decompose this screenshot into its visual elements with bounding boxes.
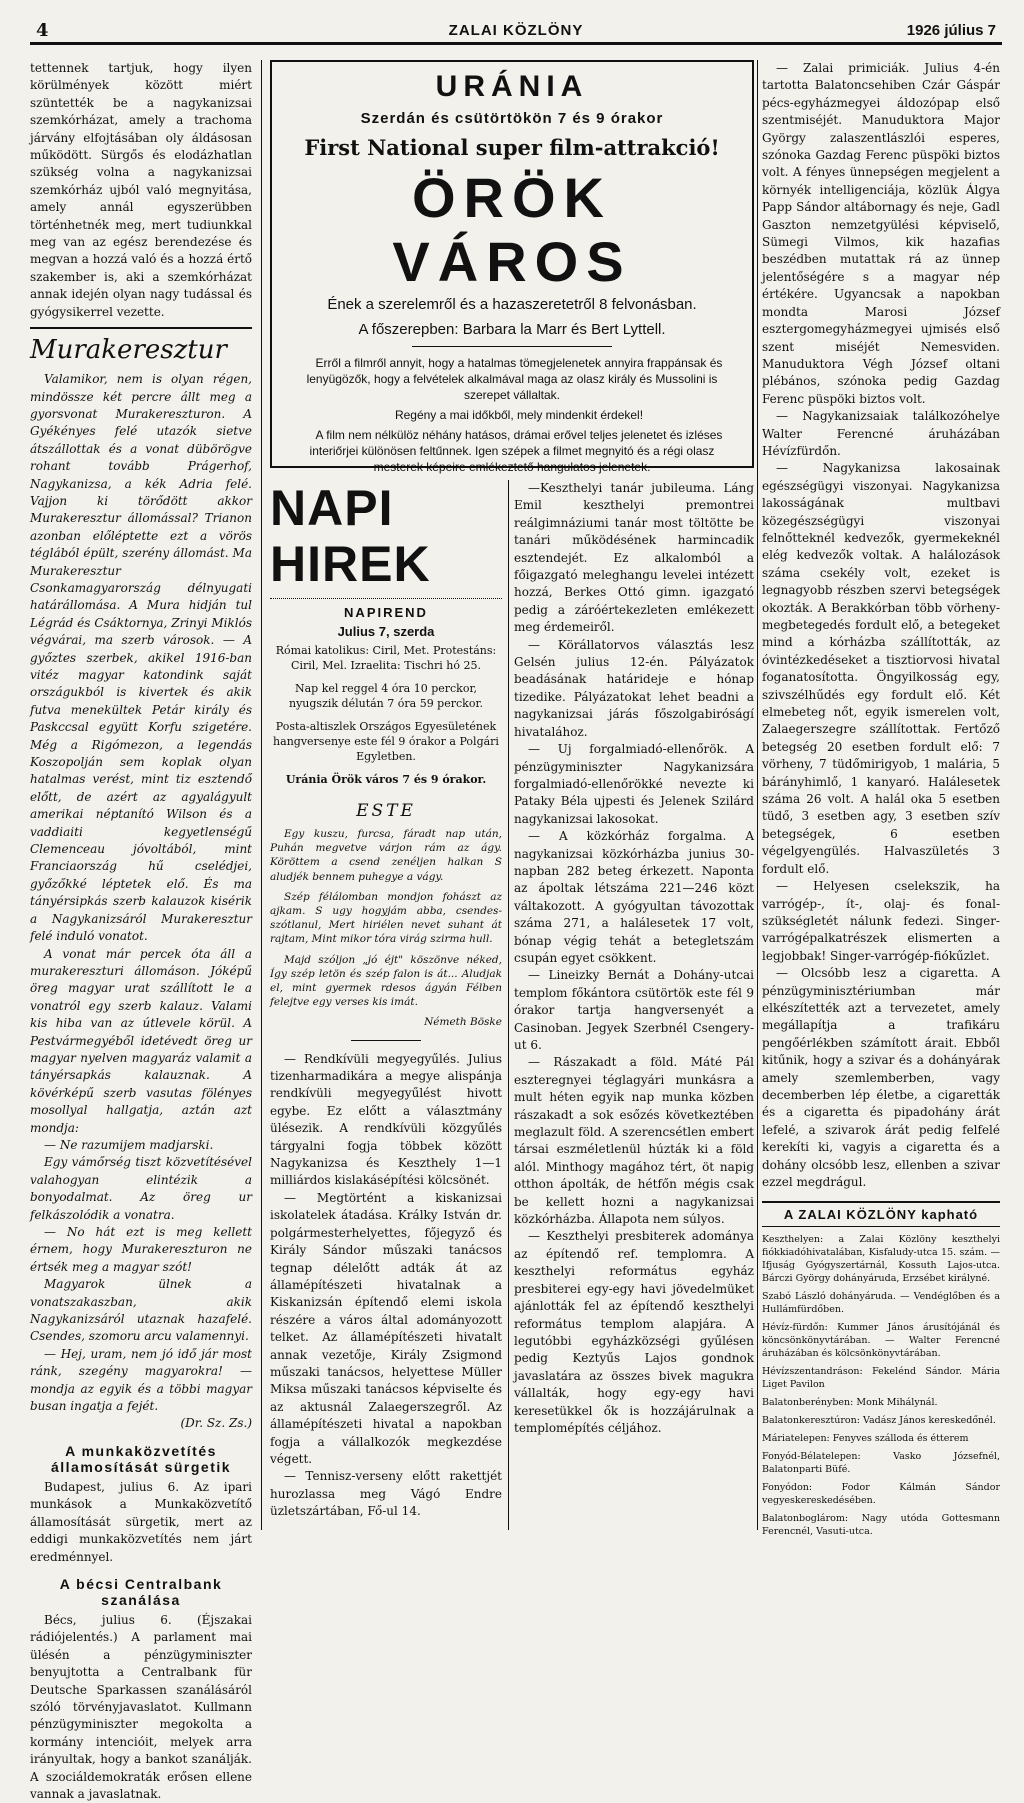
divider: [412, 346, 612, 347]
poem-author: Németh Böske: [424, 1016, 502, 1029]
napirend-line: Nap kel reggel 4 óra 10 perckor, nyugszik délután 7 óra 59 perckor.: [289, 682, 483, 710]
article-text: Magyarok ülnek a vonatszakaszban, akik Nagykanizsáról utaznak hazafelé. Csendes, szomoru arcu valamennyi.: [30, 1277, 252, 1344]
film-tagline: First National super film-attrakció!: [304, 135, 720, 160]
poem-stanza: Majd szóljon „jó éjt" köszönve néked, Így szép letön és szép falon is át... Aludjak el, mint gyermek rdesos ágyán Félben felejtve egy verses kis imát.: [270, 953, 502, 1009]
masthead-title: ZALAI KÖZLÖNY: [448, 22, 584, 39]
list-item: Balatonberényben: Monk Mihálynál.: [762, 1397, 938, 1409]
news-item: — Keszthelyi presbiterek adománya az építendő ref. templomra. A keszthelyi református egyház presbiterei egy-egy havi jövedelmüket ajánlották fel az építendő keszthelyi református templom alapjára. A legutóbbi egyházközségi gyűlésen pedig Keztyűs Lajos gondnok javaslatára az összes bivek magukra vállalták, hogy egy-egy havi keresetükkel ők is hozzájárulnak a templomépítés céljához.: [514, 1229, 754, 1435]
news-item: — Lineizky Bernát a Dohány-utcai templom főkántora csütörtök este fél 9 órakor tartja hangversenyét a Casinoban. Jegyek Szerbnél Csengery-ut 6.: [514, 968, 754, 1052]
column-5: [762, 60, 1000, 1538]
napi-hirek-title: NAPI HIREK: [270, 480, 431, 592]
poem-stanza: Szép félálomban mondjon fohászt az ajkam. S ugy hogyjám abba, csendes-szótlanul, Mert hiriélen nevet suhant át rajtam, Mint mikor tóra virág szirma hull.: [270, 890, 502, 946]
poem-stanza: Egy kuszu, furcsa, fáradt nap után, Puhán megvetve várjon rám az ágy. Köröttem a csend zenéljen halkan S aludjék bennem puhegye a vágy.: [270, 828, 502, 883]
ad-text: Erről a filmről annyit, hogy a hatalmas tömegjelenetek annyira frappánsak és lenyügözők, hogy a felvételek alkalmával maga az olasz király és Mussolini is szerepet vállaltak.: [306, 356, 723, 402]
cinema-name: URÁNIA: [435, 70, 589, 103]
kaphato-heading: A ZALAI KÖZLÖNY kapható: [762, 1201, 1000, 1227]
napirend-line: Posta-altiszlek Országos Egyesületének hangversenye este fél 9 órakor a Polgári Egyletben.: [273, 720, 499, 763]
news-item: — Tennisz-verseny előtt rakettjét hurozlassa meg Vágó Endre üzletszártában, Fő-ul 14.: [270, 1469, 502, 1519]
poem-title: ESTE: [356, 801, 416, 821]
news-heading: A munkaközvetítés államosítását sürgetik: [50, 1442, 232, 1475]
news-item: — Rendkívüli megyegyűlés. Julius tizenharmadikára a megye alispánja rendkívüli megyegyűlést hivott egybe. Ez előtt a választmány ülésezik. A rendkívüli közgyűlés tárgyalni fogja többek között Nagykanizsa és Keszthely 1—1 milliárdos kislakásépítési kölcsönét.: [270, 1051, 502, 1188]
news-item: — Zalai primiciák. Julius 4-én tartotta Balatoncsehiben Czár Gáspár pécs-egyházmegyei áldozópap első szentmiséjét. Manuduktora Major György zalaszentlászlói esperes, szónoka Gazdag Ferenc püspöki biztos volt. A fényes ünnepségen megjelent a környék intelligenciája, közlük Álgya Papp Sándor altábornagy és neje, Gadl Gaszton nemzetgyülési képviselő, Sümegi Vilmos, kik hazafias beszédben mutattak rá az ünnep jelentőségére s a magyar nép értékére. Ugyancsak a napokban mondta Marosi József esztergomegyházmegyei ujmisés első szent miséjét Nemesviden. Manuduktora Végh József oltani plébános, szónoka pedig Gazdag Ferenc püspöki biztos volt.: [762, 61, 1000, 406]
film-subtitle: Ének a szerelemről és a hazaszeretetről 8 felvonásban.: [327, 296, 697, 313]
napirend-line: Uránia Örök város 7 és 9 órakor.: [285, 773, 487, 786]
column-rule: [508, 480, 509, 1530]
divider: [351, 1040, 421, 1041]
napirend-line: Római katolikus: Ciril, Met. Protestáns: Ciril, Mel. Izraelita: Tischri hó 25.: [275, 644, 497, 672]
cinema-advertisement: [270, 60, 754, 480]
list-item: Fonyód-Bélatelepen: Vasko Józsefnél, Balatonparti Büfé.: [762, 1451, 1000, 1476]
ad-text: A film nem nélkülöz néhány hatásos, drámai erővel teljes jelenetet és izléses interiőrjei különösen feltűnnek. Igen szépek a filmet megnyitó és a régi olasz mesterek képeire emlékeztető hangulatos jelenetek.: [309, 428, 723, 474]
list-item: Szabó László dohányáruda. — Vendéglőben és a Hullámfürdőben.: [762, 1291, 1000, 1316]
news-item: —Keszthelyi tanár jubileuma. Láng Emil keszthelyi premontrei reálgimnáziumi tanár most töltötte be tanári működésének harmincadik esztendejét. Ez alkalomból a főigazgató meleghangu levelei intézett hozzá, Berkes Ottó gimn. igazgató pedig a záróértekezleten emlékezett meg érdemeiről.: [514, 481, 754, 635]
news-item: — Uj forgalmiadó-ellenőrök. A pénzügyminiszter Nagykanizsára forgalmiadó-ellenőrökké nevezte ki Pataky Béla ujpesti és Jelenek Szilárd nagykanizsai lakosokat.: [514, 742, 754, 826]
column-rule: [757, 60, 758, 1530]
film-cast: A főszerepben: Barbara la Marr és Bert Lyttell.: [358, 321, 666, 338]
news-item: — Nagykanizsa lakosainak egészségügyi viszonyai. Nagykanizsa lakosságának multbavi közegészségügyi viszonyai felnőtteknél kedvezők, gyermekeknél elég kedvezők voltak. A halálozások száma csekély volt, ezeket is legnagyobb részben szervi betegségek okozták. A Berakkórban több vörheny-megbetegedés fordult elő, a betegeket mind a kórházba szállították, az óvintézkedéseket a tisztiorvosi hivatal foganatosította. Öngyilkosság egy, szivszélhűdés egy fordult elő. Két elmebeteg nőt, egyik ismerelen volt, Zalaegerszegre szállítottak. Fertőző betegség 20 esetben fordult elő: 7 vörheny, 7 tüdőmirigyob, 1 malária, 5 bárányhimlő, 1 kanyaró. Halálesetek száma 26 volt. A halál oka 5 esetben tüdő, 3 esetben agy, 3 esetben szív betegségek, 6 esetben végelgyengülés. Halvaszületés 3 fordult elő.: [762, 461, 1000, 876]
news-item: — Nagykanizsaiak találkozóhelye Walter Ferencné áruházában Hévízfürdőn.: [762, 409, 1000, 458]
ad-text: Regény a mai időkből, mely mindenkit érdekel!: [394, 408, 644, 422]
issue-date: 1926 július 7: [906, 22, 996, 39]
news-item: — Rászakadt a föld. Máté Pál eszteregnyei téglagyári munkásra a mult héten egyik nap munka közben rászakadt a sok esőzés következtében meglazult föld. A szerencsétlen embert társai eszméletlenül húzták ki a föld alól. Minthogy magához tért, öt napig otthon ápolták, de hétfőn mégis csak be kellett hozni a nagykanizsai közkórházba. Állapota nem súlyos.: [514, 1055, 754, 1227]
page-number: 4: [36, 20, 49, 41]
article-text: A vonat már percek óta áll a murakereszturi állomáson. Jóképű öreg magyar urat szállított le a vonatról egy szerb kalauz. Valami kis hiba van az útlevele körül. A Pestvármegyéből idetévedt öreg ur magyar nyelven magyaráz valamit a tányérsapkás kalauznak. A kövérképű szerb vasutas fölényes mosollyal hallgatja, aztán azt mondja:: [30, 946, 252, 1135]
article-text: Egy vámőrség tiszt közvetítésével valahogyan elintézik a bonyodalmat. Az öreg ur felkászolódik a vonatra.: [30, 1155, 252, 1222]
napirend-heading: NAPIREND: [344, 605, 428, 620]
running-head: [30, 20, 1002, 45]
napirend-date: Julius 7, szerda: [337, 624, 435, 639]
signature: (Dr. Sz. Zs.): [180, 1416, 252, 1431]
news-item: — A közkórház forgalma. A nagykanizsai közkórházba junius 30-napban 282 beteg érkezett. Naponta az ápoltak létszáma 221—246 közt váltakozott. A gyógyultan távozottak száma 271, a halálesetek 17 volt, bónap végig tehát a betegletszám csupán egyet csökkent.: [514, 829, 754, 965]
article-text: Bécs, julius 6. (Éjszakai rádiójelentés.) A parlament mai ülésén a pénzügyminiszter benyujtotta a Centralbank für Deutsche Sparkassen szanálásáról szóló törvényjavaslatot. Kullmann pénzügyminiszter megokolta a kormány intencióit, melyek arra irányultak, hogy a bankot szanálják. A szociáldemokraták erősen ellene vannak a javaslatnak.: [30, 1612, 252, 1801]
film-title: ÖRÖK VÁROS: [392, 166, 632, 293]
news-heading: A bécsi Centralbank szanálása: [59, 1575, 223, 1608]
list-item: Fonyódon: Fodor Kálmán Sándor vegyeskereskedésében.: [762, 1482, 1000, 1507]
column-1: [30, 60, 252, 1801]
article-text: Budapest, julius 6. Az ipari munkások a Munkaközvetítő államosítását sürgetik, mert az eddigi munkaközvetítés nem járt eredménnyel.: [30, 1479, 252, 1564]
news-item: — Helyesen cselekszik, ha varrógép-, ít-, olaj- és fonal-szükségletét nálunk fedezi. Singer-varrógépalkatrészek elismerten a legjobbak! Singer-varrógép-fiókűzlet.: [762, 879, 1000, 963]
list-item: Máriatelepen: Fenyves szálloda és étterem: [762, 1433, 969, 1445]
column-4: [514, 480, 754, 1530]
list-item: Balatonkeresztúron: Vadász János kereskedőnél.: [762, 1415, 996, 1427]
section-heading: Murakeresztur: [30, 327, 252, 365]
article-text: tettennek tartjuk, hogy ilyen körülmények között miért szüntették be a nagykanizsai szemkórházat, amely a trachoma járvány elfojtásában oly áldásosan működött. Sürgős és elodázhatlan szükség volna a nagykanizsai szemkórház ujból való megnyitása, amely annál egyszerübben történhetnék meg, mert tudiunkkal meg van az egész berendezése és megvan a hozzá való és a hozzá értő szakember is, aki a szemkórházat annak idején olyan nagy tudással és gyógysikerrel vezette.: [30, 61, 252, 319]
column-rule: [261, 60, 262, 1530]
article-text: — Hej, uram, nem jó idő jár most ránk, szegény magyarokra! — mondja az egyik és a többi magyar busan ingatja a fejét.: [30, 1346, 252, 1414]
news-item: — Körállatorvos választás lesz Gelsén julius 12-én. Pályázatok beadásának határideje e hónap tizedike. Pályázatokat lehet beadni a nagykanizsai járás főszolgabiróságí hivatalához.: [514, 637, 754, 739]
screening-times: Szerdán és csütörtökön 7 és 9 órakor: [360, 110, 664, 127]
news-item: — Olcsóbb lesz a cigaretta. A pénzügyminisztériumban már elkészítették azt a tervezetet, amely megállapítja a trafikáru pengőérlékben számított árait. Ebből kitűnik, hogy a szivar és a dohányárak amely szemlemberben, vagy decemberben lép életbe, a cigaretták és a cigaretta és pipadohány árát lefelé, a szivarok árát pedig felfelé kerekíti ki, vagyis a cigaretta és a dohány olcsóbb lesz, ellenben a szivar ezzel megdrágul.: [762, 966, 1000, 1189]
kaphato-list: [762, 1233, 1000, 1538]
news-item: — Megtörtént a kiskanizsai iskolatelek átadása. Králky István dr. polgármesterhelyettes, főjegyző és Király Sándor műszaki tanácsos tegnap délelőtt adták át az államépítészeti hivatalnak a Kiskanizsán építendő elemi iskola részére a város által adományozott telket. Az államépítészeti hivatalt annak vezetője, Király Zsigmond műszaki tanácsos, helyettese Müller Miksa műszaki tanácsos képviselte és az aktusnál Zalaegerszegről. Az államépítészeti hivatal a napokban fogja a vállalkozók megkezdése végett.: [270, 1190, 502, 1466]
list-item: Hévízszentandráson: Fekelénd Sándor. Mária Liget Pavilon: [762, 1366, 1000, 1391]
article-text: — Ne razumijem madjarski.: [44, 1137, 214, 1152]
napirend-box: [270, 598, 502, 787]
list-item: Hévíz-fürdőn: Kummer János árusítójánál és köncsönkönyvtárában. — Walter Ferencné áruházában és kölcsönkönyvtárában.: [762, 1322, 1000, 1360]
article-text: — No hát ezt is meg kellett érnem, hogy Murakereszturon ne értsék meg a magyar szót!: [30, 1225, 252, 1274]
article-text: Valamikor, nem is olyan régen, mindössze két percre állt meg a gyorsvonat Murakereszturon. A Gyékényes felé utazók sietve átszállottak és a vonat dübörögve rohant tovább Prágerhof, Nagykanizsa, a kék Adria felé. Vajjon ki törődött akkor Murakeresztur állomással? Trianon azonban előléptette ezt a vörös téglából épült, szerény állomást. Ma Murakeresztur Csonkamagyarország délnyugati határállomása. A Mura hidján tul Légrád és Csáktornya, Zrinyi Miklós végvárai, ma szerb városok. — A győztes szerbek, akikel 1916-ban vitéz magyar katondink saját országukból is kivertek és akik futva menekültek Petár király és Paskccsal együtt Korfu szigetére. Még a Rigómezon, a legendás Koszopolján sem koplak olyan hatalmas verést, mint tiz esztendő előtt, de azért az agyalágyult amerikai néptanító Wilson és a vaddiaiti kegyetlenségű Clemenceau jóvoltából, mint Franciaország hű cselédjei, győzőkké léptetek elő. És ma tányérsipkás szerb kalauzok kisérik a Nagykanizsáról Murakeresztur felé induló vonatot.: [30, 372, 252, 944]
column-3: [270, 480, 502, 1530]
list-item: Balatonboglárom: Nagy utóda Gottesmann Ferencnél, Vasuti-utca.: [762, 1513, 1000, 1538]
list-item: Keszthelyen: a Zalai Közlöny keszthelyi fiókkiadóhivatalában, Kisfaludy-utca 15. szám. — Ifjuság Gyógyszertárnál, Kossuth Lajos-utca. Bárczi György dohányáruda, Erzsébet királyné.: [762, 1234, 1000, 1285]
